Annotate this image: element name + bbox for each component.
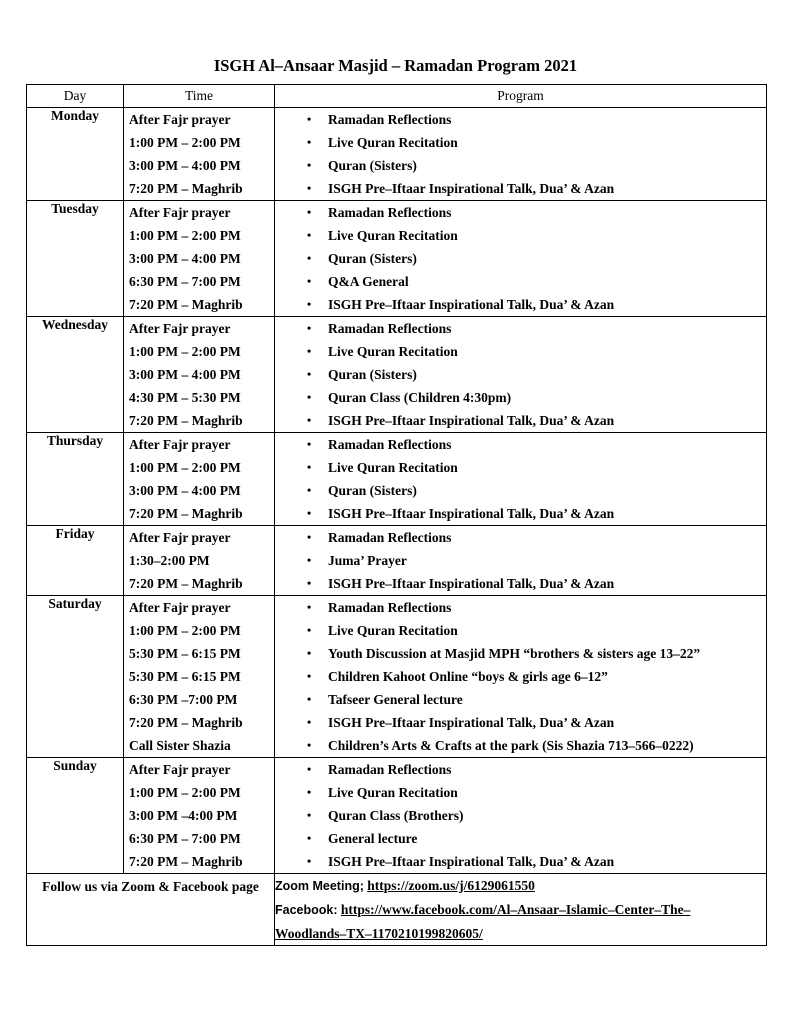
time-entry: 1:00 PM – 2:00 PM [129, 135, 241, 150]
time-entry: 1:00 PM – 2:00 PM [129, 785, 241, 800]
time-entry: Call Sister Shazia [129, 738, 231, 753]
program-item: • Live Quran Recitation [275, 456, 766, 479]
time-entry: 7:20 PM – Maghrib [129, 576, 243, 591]
time-entry: 6:30 PM – 7:00 PM [129, 274, 241, 289]
program-item: • Ramadan Reflections [275, 526, 766, 549]
time-cell [124, 433, 275, 526]
program-cell [275, 758, 767, 874]
time-entry: 1:30–2:00 PM [129, 553, 210, 568]
day-row-sunday [27, 758, 767, 874]
time-entry: After Fajr prayer [129, 321, 231, 336]
program-cell [275, 317, 767, 433]
time-entry: 5:30 PM – 6:15 PM [129, 669, 241, 684]
time-entry: 3:00 PM – 4:00 PM [129, 251, 241, 266]
zoom-line [275, 874, 766, 898]
program-item: • Q&A General [275, 270, 766, 293]
time-entry: 7:20 PM – Maghrib [129, 715, 243, 730]
program-cell [275, 596, 767, 758]
program-item: • Children’s Arts & Crafts at the park (Sis Shazia 713–566–0222) [275, 734, 766, 757]
program-item: • Ramadan Reflections [275, 201, 766, 224]
program-cell [275, 433, 767, 526]
time-entry: After Fajr prayer [129, 205, 231, 220]
time-entry: 6:30 PM – 7:00 PM [129, 831, 241, 846]
program-item: • Ramadan Reflections [275, 433, 766, 456]
links-cell [275, 874, 767, 946]
program-item: • Live Quran Recitation [275, 224, 766, 247]
day-label: Friday [27, 526, 124, 596]
program-item: • Quran (Sisters) [275, 154, 766, 177]
time-entry: 7:20 PM – Maghrib [129, 506, 243, 521]
header-program: Program [275, 85, 767, 108]
time-entry: 1:00 PM – 2:00 PM [129, 623, 241, 638]
header-day: Day [27, 85, 124, 108]
program-item: • Ramadan Reflections [275, 108, 766, 131]
day-row-monday [27, 108, 767, 201]
program-item: • Ramadan Reflections [275, 758, 766, 781]
day-row-saturday [27, 596, 767, 758]
time-entry: 7:20 PM – Maghrib [129, 854, 243, 869]
time-entry: After Fajr prayer [129, 437, 231, 452]
program-item: • Live Quran Recitation [275, 340, 766, 363]
program-item: • Juma’ Prayer [275, 549, 766, 572]
time-cell [124, 596, 275, 758]
time-entry: 3:00 PM – 4:00 PM [129, 367, 241, 382]
time-entry: 4:30 PM – 5:30 PM [129, 390, 241, 405]
day-label: Saturday [27, 596, 124, 758]
time-entry: After Fajr prayer [129, 112, 231, 127]
program-item: • Quran (Sisters) [275, 363, 766, 386]
day-row-thursday [27, 433, 767, 526]
time-entry: 7:20 PM – Maghrib [129, 413, 243, 428]
time-cell [124, 201, 275, 317]
time-entry: After Fajr prayer [129, 600, 231, 615]
zoom-link[interactable]: https://zoom.us/j/6129061550 [367, 878, 535, 893]
program-item: • ISGH Pre–Iftaar Inspirational Talk, Dua’ & Azan [275, 293, 766, 316]
day-label: Monday [27, 108, 124, 201]
program-item: • ISGH Pre–Iftaar Inspirational Talk, Dua’ & Azan [275, 850, 766, 873]
time-entry: 5:30 PM – 6:15 PM [129, 646, 241, 661]
time-entry: After Fajr prayer [129, 530, 231, 545]
follow-us-text: Follow us via Zoom & Facebook page [27, 874, 275, 946]
program-item: • ISGH Pre–Iftaar Inspirational Talk, Dua’ & Azan [275, 177, 766, 200]
program-item: • ISGH Pre–Iftaar Inspirational Talk, Dua’ & Azan [275, 502, 766, 525]
time-cell [124, 317, 275, 433]
program-item: • Quran Class (Children 4:30pm) [275, 386, 766, 409]
time-entry: 7:20 PM – Maghrib [129, 181, 243, 196]
program-item: • Live Quran Recitation [275, 619, 766, 642]
facebook-link-part1[interactable]: https://www.facebook.com/Al–Ansaar–Islamic–Center–The– [340, 902, 691, 917]
time-cell [124, 108, 275, 201]
day-label: Wednesday [27, 317, 124, 433]
time-cell [124, 758, 275, 874]
header-row [27, 85, 767, 108]
schedule-table [26, 84, 767, 946]
zoom-label: Zoom Meeting; [275, 879, 364, 893]
time-entry: 6:30 PM –7:00 PM [129, 692, 238, 707]
time-entry: 1:00 PM – 2:00 PM [129, 344, 241, 359]
day-row-friday [27, 526, 767, 596]
time-entry: 3:00 PM – 4:00 PM [129, 158, 241, 173]
day-row-tuesday [27, 201, 767, 317]
time-entry: 1:00 PM – 2:00 PM [129, 228, 241, 243]
program-item: • Live Quran Recitation [275, 781, 766, 804]
footer-row [27, 874, 767, 946]
header-time: Time [124, 85, 275, 108]
time-entry: After Fajr prayer [129, 762, 231, 777]
program-cell [275, 201, 767, 317]
facebook-line [275, 898, 766, 922]
program-cell [275, 108, 767, 201]
program-item: • Tafseer General lecture [275, 688, 766, 711]
time-entry: 7:20 PM – Maghrib [129, 297, 243, 312]
page-title: ISGH Al–Ansaar Masjid – Ramadan Program 2021 [213, 56, 578, 75]
program-item: • General lecture [275, 827, 766, 850]
time-entry: 3:00 PM – 4:00 PM [129, 483, 241, 498]
program-item: • ISGH Pre–Iftaar Inspirational Talk, Dua’ & Azan [275, 711, 766, 734]
day-label: Thursday [27, 433, 124, 526]
time-cell [124, 526, 275, 596]
program-item: • Quran (Sisters) [275, 479, 766, 502]
program-item: • Live Quran Recitation [275, 131, 766, 154]
schedule-body [27, 108, 767, 874]
day-row-wednesday [27, 317, 767, 433]
facebook-link-part2[interactable]: Woodlands–TX–1170210199820605/ [275, 926, 483, 941]
program-item: • Youth Discussion at Masjid MPH “brothers & sisters age 13–22” [275, 642, 766, 665]
program-item: • Quran Class (Brothers) [275, 804, 766, 827]
program-item: • Children Kahoot Online “boys & girls age 6–12” [275, 665, 766, 688]
program-item: • Quran (Sisters) [275, 247, 766, 270]
program-item: • ISGH Pre–Iftaar Inspirational Talk, Dua’ & Azan [275, 409, 766, 432]
time-entry: 1:00 PM – 2:00 PM [129, 460, 241, 475]
program-item: • Ramadan Reflections [275, 317, 766, 340]
facebook-label: Facebook: [275, 903, 338, 917]
program-item: • ISGH Pre–Iftaar Inspirational Talk, Dua’ & Azan [275, 572, 766, 595]
program-item: • Ramadan Reflections [275, 596, 766, 619]
day-label: Tuesday [27, 201, 124, 317]
day-label: Sunday [27, 758, 124, 874]
time-entry: 3:00 PM –4:00 PM [129, 808, 238, 823]
program-cell [275, 526, 767, 596]
